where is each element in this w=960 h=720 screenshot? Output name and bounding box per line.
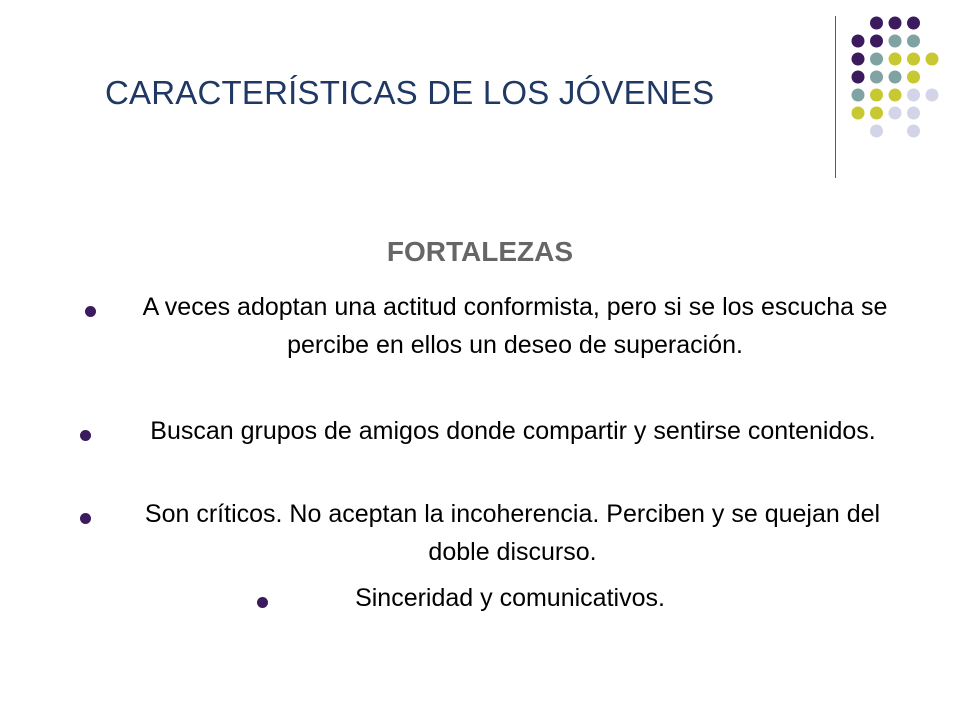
- bullet-dot-icon: [80, 430, 91, 441]
- decorative-dot: [870, 89, 883, 102]
- vertical-divider: [835, 16, 836, 178]
- bullet-dot-icon: [85, 306, 96, 317]
- decorative-dot: [907, 53, 920, 66]
- decorative-dot: [852, 35, 865, 48]
- decorative-dot: [852, 71, 865, 84]
- bullet-item: [130, 495, 895, 571]
- bullet-text: A veces adoptan una actitud conformista, pero si se los escucha se percibe en ellos un deseo de superación.: [142, 293, 888, 359]
- decorative-dot: [907, 107, 920, 120]
- decorative-dot: [889, 53, 902, 66]
- bullet-item: [118, 412, 908, 450]
- bullet-text: Sinceridad y comunicativos.: [355, 584, 665, 612]
- decorative-dot: [870, 53, 883, 66]
- decorative-dot: [907, 17, 920, 30]
- bullet-item: [300, 579, 720, 617]
- decorative-dot: [926, 53, 939, 66]
- decorative-dot: [889, 17, 902, 30]
- slide-title: CARACTERÍSTICAS DE LOS JÓVENES: [105, 74, 715, 111]
- decorative-dot: [870, 17, 883, 30]
- decorative-dot: [852, 107, 865, 120]
- decorative-dot: [907, 71, 920, 84]
- decorative-dot: [889, 35, 902, 48]
- decorative-dot: [889, 89, 902, 102]
- decorative-dot: [870, 125, 883, 138]
- decorative-dot: [907, 89, 920, 102]
- decorative-dot: [889, 71, 902, 84]
- decorative-dot: [852, 53, 865, 66]
- bullet-dot-icon: [257, 597, 268, 608]
- decorative-dot: [926, 89, 939, 102]
- decorative-dot: [889, 107, 902, 120]
- section-heading: FORTALEZAS: [386, 236, 574, 267]
- decorative-dot: [870, 71, 883, 84]
- bullet-text: Son críticos. No aceptan la incoherencia. Perciben y se quejan del doble discurso.: [144, 500, 881, 566]
- decorative-dot: [870, 107, 883, 120]
- decorative-dot: [907, 125, 920, 138]
- bullet-dot-icon: [80, 513, 91, 524]
- decorative-dot: [852, 89, 865, 102]
- bullet-item: [140, 288, 890, 364]
- decorative-dot: [870, 35, 883, 48]
- bullet-text: Buscan grupos de amigos donde compartir y sentirse contenidos.: [150, 417, 876, 445]
- decorative-dot: [907, 35, 920, 48]
